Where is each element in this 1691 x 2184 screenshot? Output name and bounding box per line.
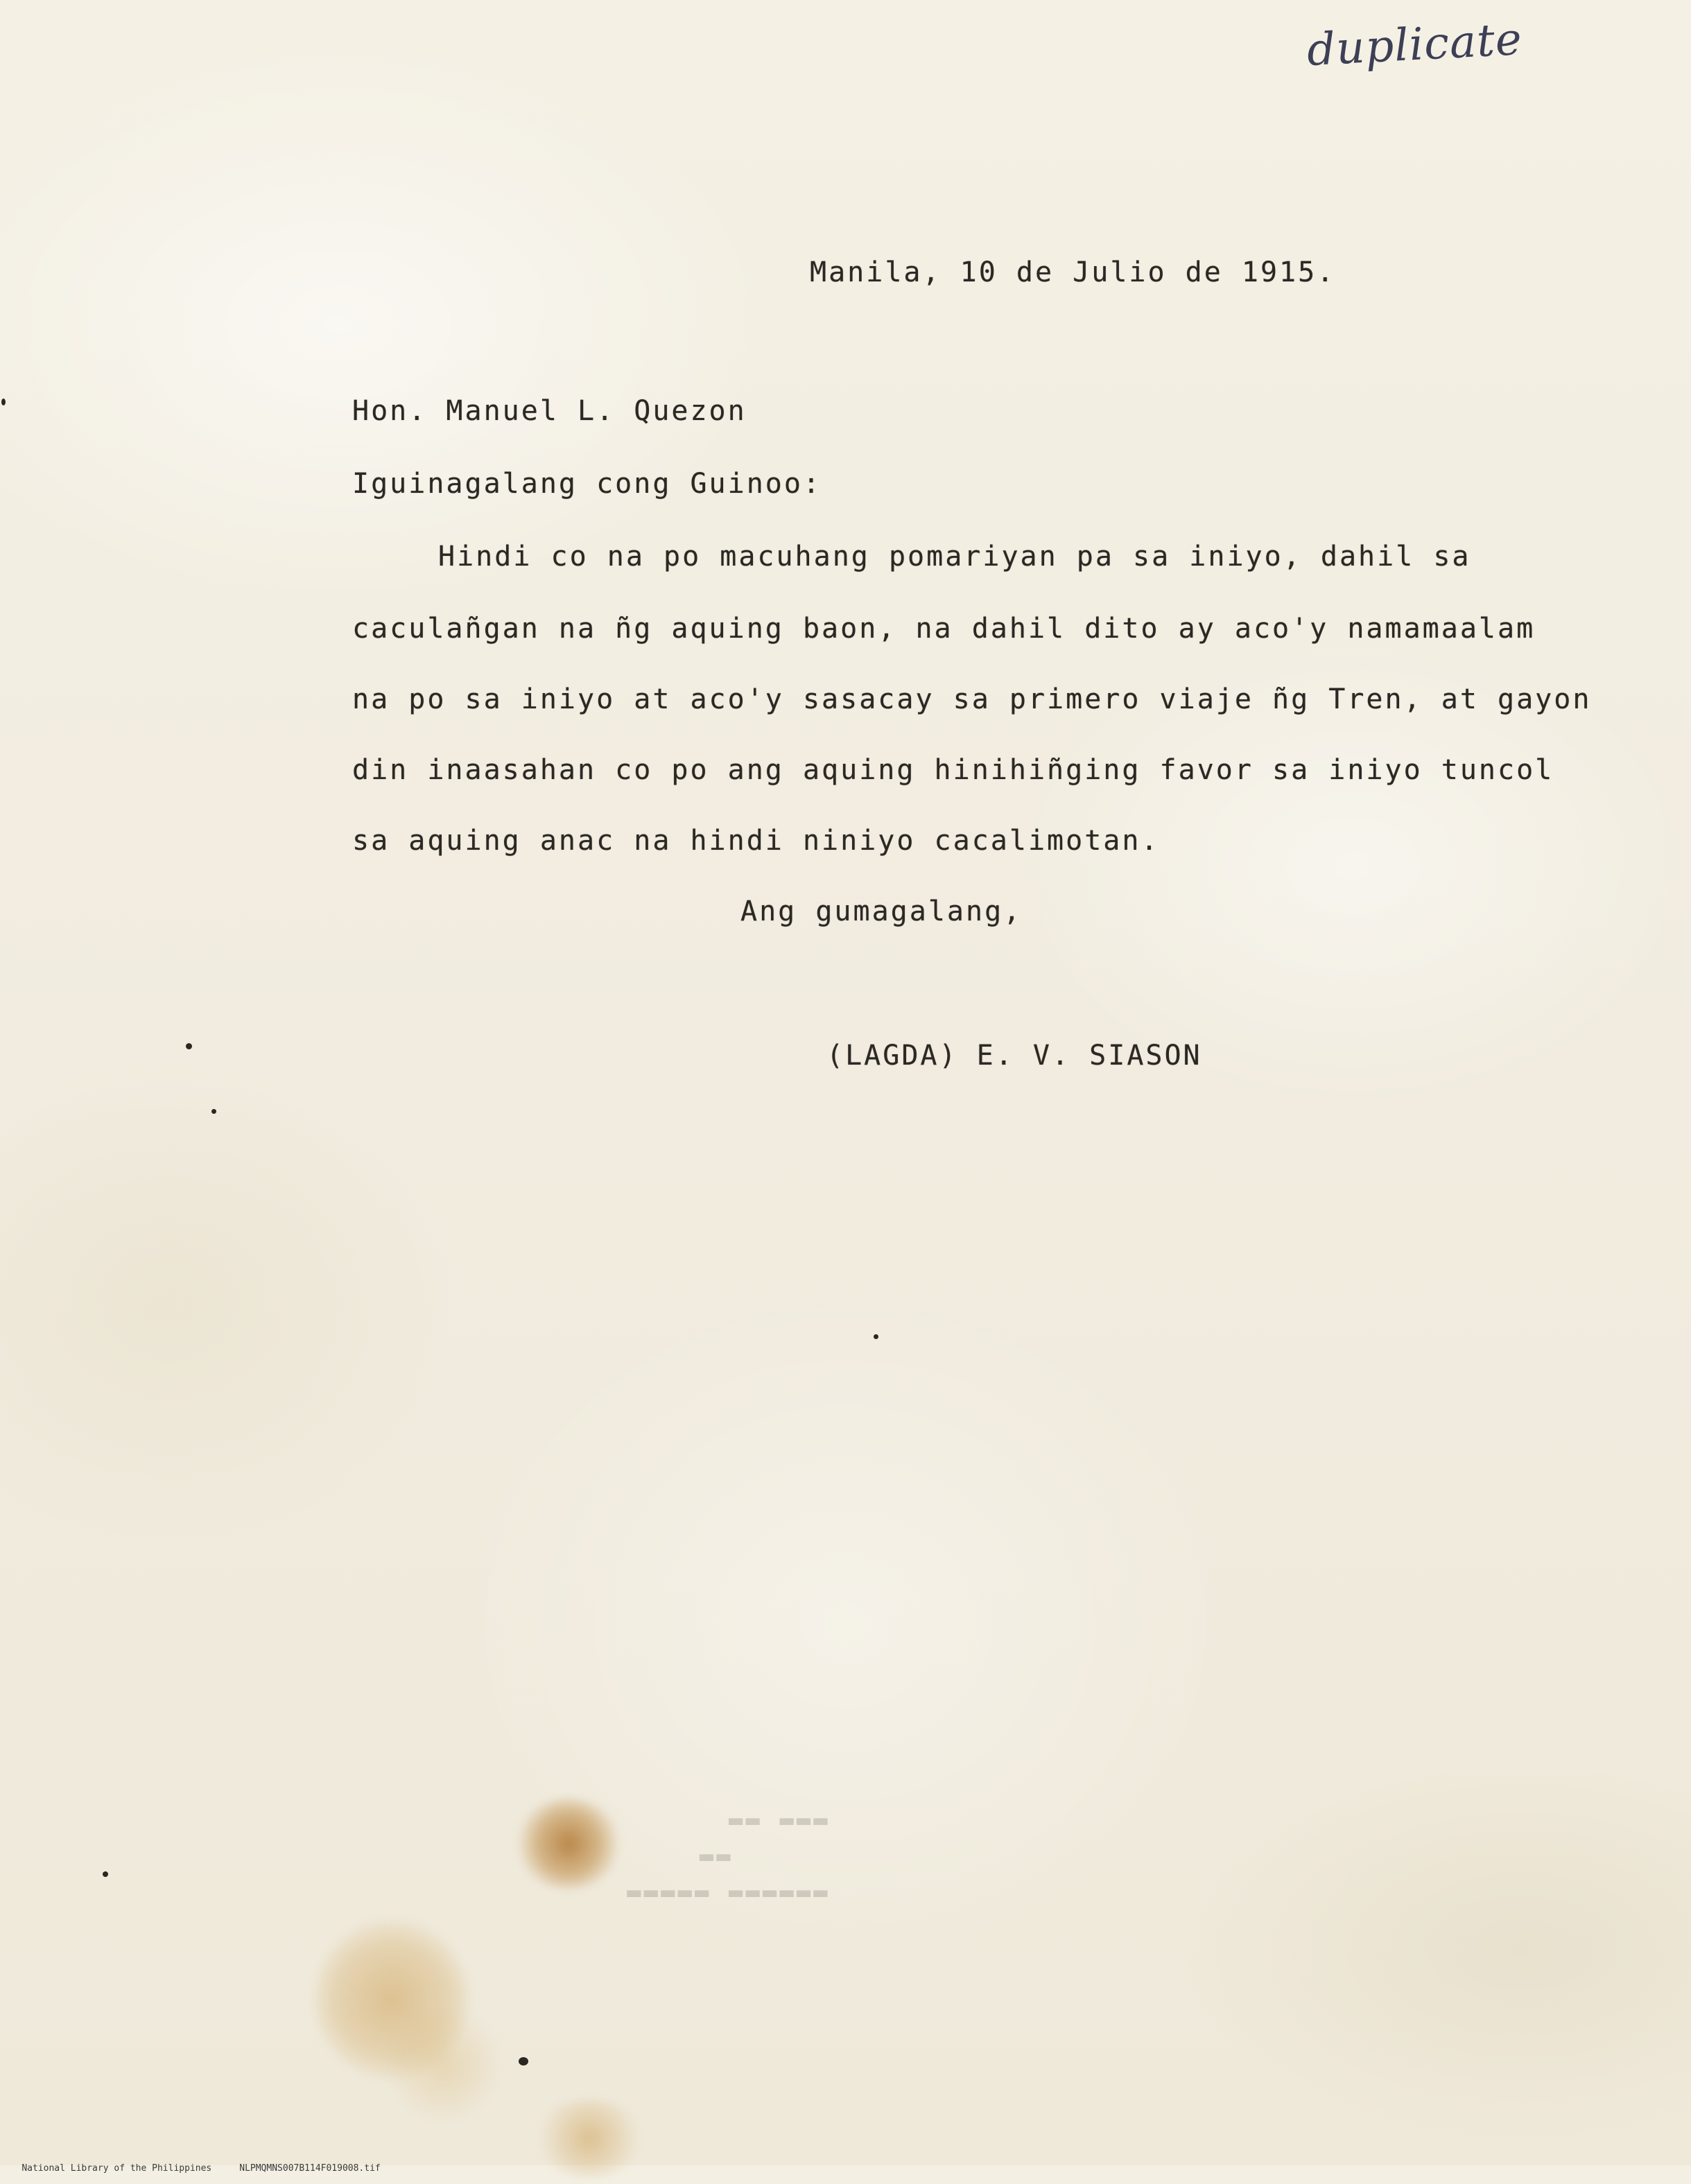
water-stain [517,1799,621,1889]
recipient-name: Hon. Manuel L. Quezon [352,395,747,427]
closing: Ang gumagalang, [740,896,1023,927]
ink-speck [103,1871,108,1877]
ink-speck [186,1043,192,1049]
ink-speck [211,1109,216,1114]
body-line: din inaasahan co po ang aquing hinihiñging favor sa iniyo tuncol [352,754,1554,786]
file-id: NLPMQMNS007B114F019008.tif [239,2163,381,2174]
signature: (LAGDA) E. V. SIASON [826,1040,1202,1072]
water-stain [388,2010,499,2121]
body-line: na po sa iniyo at aco'y sasacay sa primero viaje ñg Tren, at gayon [352,683,1592,715]
ink-speck [519,2057,528,2065]
water-stain [534,2100,645,2176]
archive-footer [0,2153,408,2184]
salutation: Iguinagalang cong Guinoo: [352,468,822,500]
handwritten-duplicate-note: duplicate [1306,13,1524,77]
place-date: Manila, 10 de Julio de 1915. [810,256,1336,288]
body-line: Hindi co na po macuhang pomariyan pa sa iniyo, dahil sa [438,541,1471,573]
show-through-text: ▬▬▬ ▬▬ ▬▬ ▬▬▬▬▬▬ ▬▬▬▬▬ [624,1806,828,1906]
body-line: caculañgan na ñg aquing baon, na dahil dito ay aco'y namamaalam [352,613,1536,645]
archive-name: National Library of the Philippines [21,2163,212,2174]
body-line: sa aquing anac na hindi niniyo cacalimotan. [352,825,1160,857]
ink-speck [1,399,6,405]
ink-speck [874,1334,878,1339]
